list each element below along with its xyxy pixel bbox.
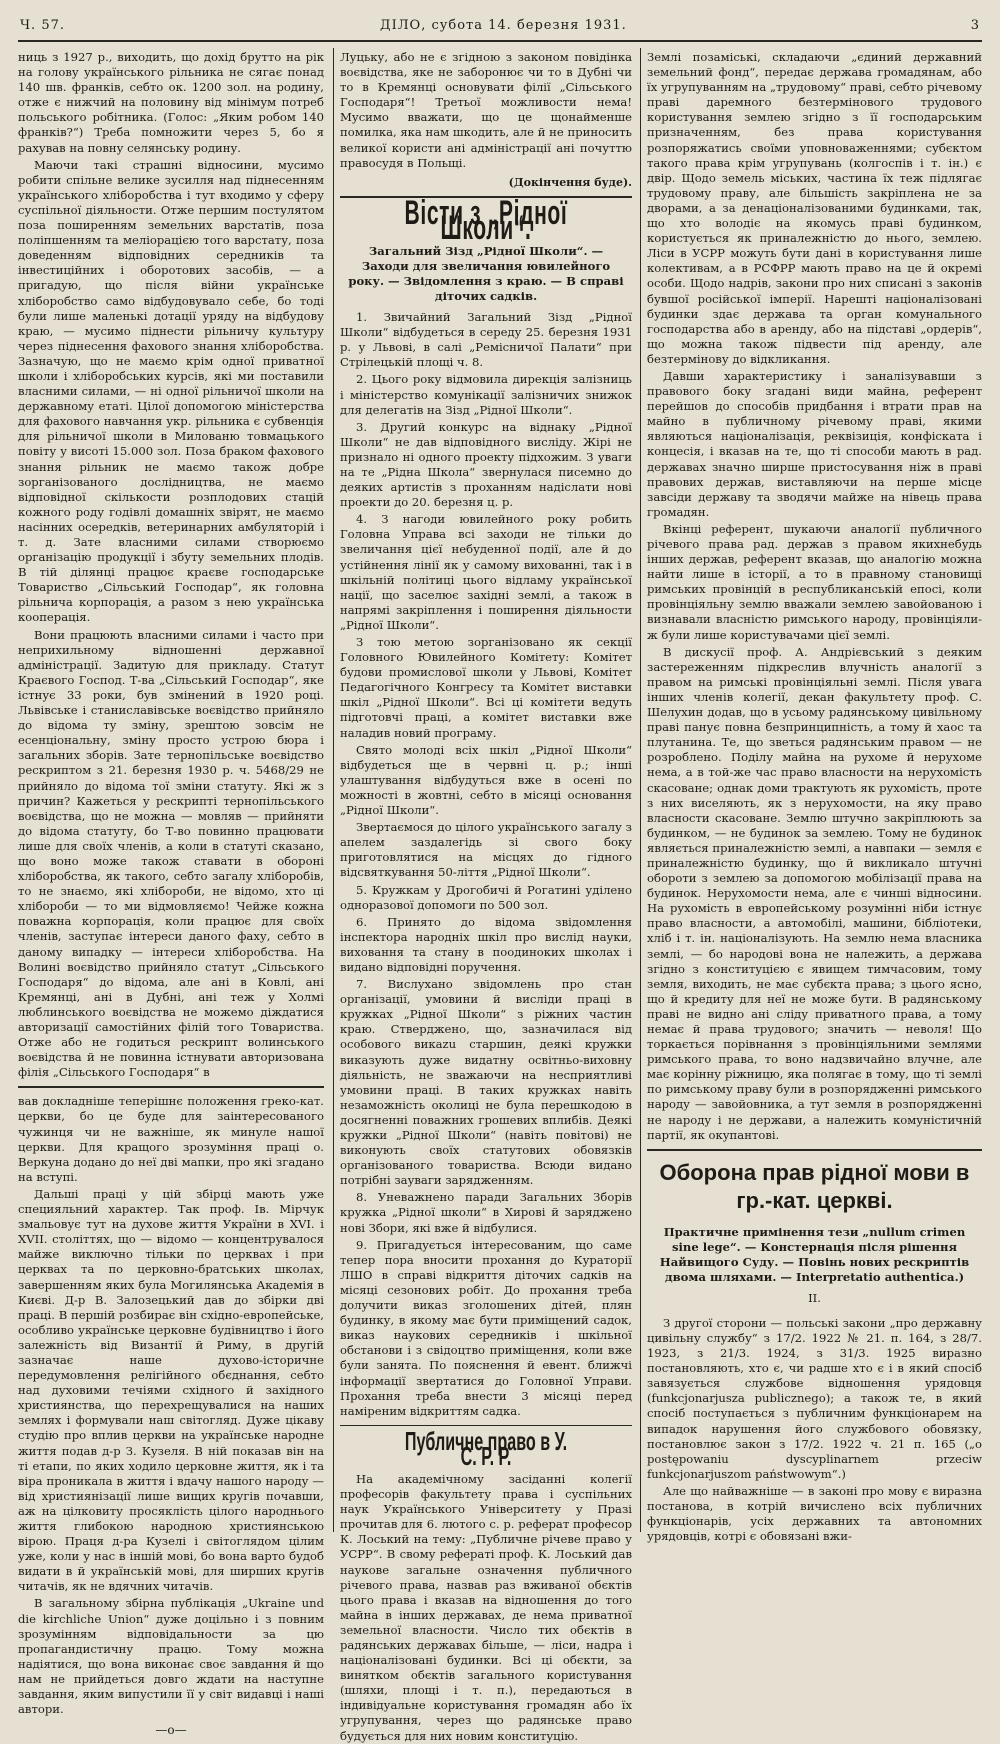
list-item: 1. Звичайний Загальний Зізд „Рідної Школи“ відбудеться в середу 25. березня 1931 р. у Львові, в салі „Ремісничої Палати“ при Стрілецькій площі ч. 8. [340,310,632,370]
ridna-shkola-subhead: Загальний Зізд „Рідної Школи“. — Заходи для звеличання ювилейного року. — Звідомлення з краю. — В справі діточих садків. [348,244,624,304]
column-1 [18,50,324,1738]
paragraph: Але що найважніше — в законі про мову є виразна постанова, в котрій вичислено всіх публичних функціонарів, усіх державних та автономних урядовців, котрі є обовязані вжи- [647,1483,982,1544]
list-item: З тою метою зорганізовано як секції Головного Ювилейного Комітету: Комітет будови промислової школи у Львові, Комітет Педагогічного Конгресу та Комітет виставки шкіл „Рідної Школи“. Всі ці комітети ведуть підготовчі праці, а комітет виставки вже наладив новий програму. [340,635,632,740]
language-rights-headline: Оборона прав рідної мови в гр.-кат. церкві. [659,1159,970,1213]
paragraph: ниць з 1927 р., виходить, що дохід брутто на рік на голову українського рільника не сягає понад 140 шв. франків, себто ок. 1200 зол. на родину, отже є нижчий на половину від мінімум потреб польського робітника. (Голос: „Яким робом 140 франків?“) Треба помножити через 5, бо я рахував на повну селянську родину. [18,50,324,155]
paragraph: Давши характеристику і заналізувавши з правового боку згадані види майна, референт перейшов до способів придбання і втрати прав на майно в публичному річевому праві, якими являються націоналізація, реквізиція, конфіската і концесія, і вказав на те, що ті способи мають в рад. державах значно ширше пристосування ніж в праві правових держав, виставляючи на перше місце завсіди державу та зводячи майже на нівець права громадян. [647,368,982,519]
continuation-note: (Докінчення буде). [508,175,632,189]
paragraph: Вкінці референт, шукаючи аналогії публичного річевого права рад. держав з правом якихнебудь інших держав, референт вказав, що аналогію можна найти лише в історії, а то в правному становищі римських провінцій в республиканській епосі, коли провінціяльну землю вважали землею завойованою і визнавали власністю римського народу, провінціяли-ж були лише користувачами цієї землі. [647,521,982,642]
paragraph: вав докладніше теперішнє положення греко-кат. церкви, бо це буде для заінтересованого чужинця чи не важніше, як минуле нашої церкви. Для кращого зрозуміння праці о. Веркуна додано до неї дві мапки, про які згадано на вступі. [18,1094,324,1184]
list-item: Свято молоді всіх шкіл „Рідної Школи“ відбудеться ще в червні ц. р.; інші улаштування відбудуться вже в осені по можності в жовтні, себто в місяці основання „Рідної Школи“. [340,742,632,818]
paragraph: Луцьку, або не є згідною з законом повідінка воєвідства, яке не заборонює чи то в Дубні чи то в Кремянці основувати філії „Сільського Господаря“! Третьої можливости нема! Мусимо вважати, що це щонайменше помилка, яка нам шкодить, але й не приносить великої користи ані адміністрації ані почуттю правосудя в Польщі. [340,50,632,170]
paragraph: Дальші праці у цій збірці мають уже специяльний характер. Так проф. Ів. Мірчук змальовує тут на духове життя України в XVI. і XVII. століттях, що — відомо — концентрувалося майже виключно тільки по церквах і при церквах та по церковно-братських школах, завершенням яких була Могилянська Академія в Києві. Д-р В. Залозецький дав до збірки дві праці. В першій розбирає він східно-европейське, особливо українське церковне будівництво і його залежність від Византії й Риму, в другій зазначає наше духово-історичне передумовлення релігійного обєднання, себто над духовими течіями східного й західного християнства, що перехрещувалися на наших землях і формували наш світогляд. Дуже цікаву студію про вплив церкви на українське народне життя подав д-р З. Кузеля. В ній показав він на ті етапи, по яких ходило церковне життя, як і та віра проникала в життя і вдачу нашого народу — від християнізації лише вищих кругів почавши, аж на цілковиту просяклість цілого народнього життя глибокою народною християнською вірою. Праця д-ра Кузелі і світоглядом цілим уже, коли у нас в іншій мові, бо вона варто будоб видати в й українській мові, для ширших кругів читачів, як не вдячних читачів. [18,1186,324,1594]
list-item: 5. Кружкам у Дрогобичі й Рогатині уділено одноразової допомоги по 500 зол. [340,882,632,912]
article-separator: —о— [155,1723,187,1738]
paragraph: В загальному збірна публікація „Ukraine und die kirchliche Union“ дуже доцільно і з повним зрозумінням відповідальности за цю пропагандистичну працю. Тому можна надіятися, що вона виконає своє завдання й що нам не прийдеться довго ждати на наступне завдання, яким випустили її у світ видавці і наші автори. [18,1596,324,1717]
paragraph: Вони працюють власними силами і часто при неприхильному відношенні державної адміністрації. Задитую для прикладу. Статут Краєвого Господ. Т-ва „Сільський Господар“, яке істнує 33 роки, був змінений в 1920 році. Львівське і станиславівське воєвідство прийняло до відома ту зміну, зрештою зовсім не есенціональну, зміну просто устрою бюра і загальних зборів. Зате тернопільське воєвідство рескриптом з 21. березня 1930 р. ч. 5468/29 не прийняло до відома тої зміни статуту. Які ж з причин? Кажеться у рескрипті тернопільського воєвідства, що не можна — мовляв — прийняти до відома статуту, бо Т-во повинно працювати лише для своїх членів, а коли в статуті сказано, що воно може також ставати в обороні хліборобства, як такого, себто загалу хліборобів, то не знаємо, які хлібороби, не відомо, хто ці хлібороби — то ми відмовляємо! Чейже кожна поважна корпорація, коли працює для своїх членів, заступає інтереси даного фаху, себто в даному випадку — інтереси хліборобства. На Волині воєвідство прийняло статут „Сільського Господаря“ до відома, але ані в Ковлі, ані Кремянці, ані в Дубні, ані теж у Холмі люблинського воєвідства не можемо діждатися авторизації самостійних філій того Товариства. Отже або не годиться рескрипт волинського воєвідства й не повинна істнувати авторизована філія „Сільського Господаря“ в [18,627,324,1080]
column-1-article [18,50,324,1080]
ridna-shkola-headline: Вісти з „Рідної Школи“. [404,193,568,247]
column-divider-2 [640,48,641,1532]
public-law-headline: Публичне право в У. С. Р. Р. [404,1425,568,1471]
page-header [20,18,980,42]
list-item: 3. Другий конкурс на віднаку „Рідної Школи“ не дав відповідного висліду. Жірі не признало ні одного проекту підхожим. З уваги на те „Рідна Школа“ звернулася писемно до деяких артистів з проханням надіслати нові проекти до 20. березня ц. р. [340,419,632,510]
list-item: Звертаємося до цілого українського загалу з апелем заздалегідь зі свого боку приготовлятися на місцях до гідного відсвяткування 50-ліття „Рідної Школи“. [340,820,632,880]
list-item: 6. Принято до відома звідомлення інспектора народніх шкіл про вислід науки, виховання та стану в поодиноких школах і видано відповідні поручення. [340,914,632,974]
paragraph: Землі позаміські, складаючи „єдиний державний земельний фонд“, передає держава громадянам, або їх угрупуванням на „трудовому“ праві, себто річевому праві даремного безтермінового трудового користування землею згідно з її господарським призначенням, без права користування розпоряжатись своїми уповноваженнями; субєктом такого права крім угрупувань (колгоспів і т. ін.) є двір. Щодо земель міських, частина їх теж підлягає трудовому праву, але більшість закріплена не за дворами, а за денаціоналізованими будинками, так, що хто володіє на якомусь праві будинком, користується як приналежністю до нього, землею. Ліси в УСРР можуть бути дані в користування лише колективам, а в РСФРР мають право на це й окремі особи. Щодо надрів, закони про них списані з законів бувшої російської імперії. Нарешті націоналізовані будинки здає держава та орган комунального господарства або в аренду, або на підставі „ордерів“, що можна також підвести під аренду, але безтермінову до відкликання. [647,50,982,366]
paragraph: На академічному засіданні колегії професорів факультету права і суспільних наук Українського Університету у Празі прочитав для 6. лютого с. р. реферат професор К. Лоський на тему: „Публичне річеве право у УСРР“. В свому рефераті проф. К. Лоський дав наукове загальне означення публичного річевого права, назвав раз вживаної обєктів цього права і вказав на відношення до того майна в інших державах, де нема приватної земельної власности. Число тих обєктів в радянських державах більше, — ліси, надра і націоналізовані будинки. Всі ці обєкти, за винятком обєктів загального користування (шляхи, площі і т. п.), передаються в індивідуальне користування громадян або їх угрупування, через що радянське право будується для них новим конституцію. [340,1471,632,1743]
column-2 [340,50,632,1743]
list-item: 9. Пригадується інтересованим, що саме тепер пора вносити прохання до Кураторії ЛШО в справі відкриття діточих садків на місяці сезонових робіт. До прохання треба долучити виказ зголошених дітей, плян будинку, в якому має бути приміщений садок, виказ наукових середників і шкільної обстанови і з свідоцтво приміщення, коли вже були занята. По пояснення й евент. ближчі інформації звертатися до Головної Управи. Прохання треба внести 3 місяці перед наміреним відкриттям садка. [340,1237,632,1418]
language-rights-subhead: Практичне примінення тези „nullum crimen sine lege“. — Констернація після рішення Найвищого Суду. — Повінь нових рескриптів двома шляхами. — Interpretatio authentica.) [659,1224,970,1284]
list-item: 7. Вислухано звідомлень про стан організації, умовини й висліди праці в кружках „Рідної Школи“ з ріжних частин краю. Стверджено, що, зазначилася від особового викazu старшин, деякі кружки виказують дуже видатну освітньо-виховну діяльність, не зважаючи на несприятливі умовини праці. В таких кружках навіть незаможність околиці не була перешкодою в досягненні поважних грошевих вплибів. Деякі кружки „Рідної Школи“ (навіть повітові) не виконують своїх статутових обовязків організованого товариства. Всюди видано потрібні зауваги зарядженням. [340,977,632,1188]
header-rule [18,40,982,42]
part-number: II. [808,1290,821,1305]
column-divider-1 [333,48,334,1532]
review-article [18,1094,324,1738]
column-3 [647,50,982,1544]
list-item: 2. Цього року відмовила дирекція залізниць і міністерство комунікації залізничих знижок для делегатів на Зізд „Рідної Школи“. [340,372,632,417]
page-number: 3 [970,18,980,33]
paragraph: Маючи такі страшні відносини, мусимо робити спільне велике зусилля над піднесенням українського хліборобства і тут входимо у сферу суспільної діяльности. Отже першим постулятом поза поширенням земельних варстатів, поза поліпшенням та меліорацією того варстату, поза доведенням відповідних середників та інвестиційних і оборотових засобів, — а пригадую, що після війни українське хліборобство само відбудовувало себе, бо тоді були лише маленькі дотації уряду на відбудову краю, — мусимо піднести рільничу культуру через піднесення фахового знання хліборобства. Зазначую, що не маємо крім одної приватної школи і хліборобських курсів, які ми поставили власними силами, — ні одної рільничої школи на державному етаті. Цілої допомогою міністерства для фахового навчання укр. рільника є субвенція для рільничої школи в Милованю товмацького повіту у висоті 15.000 зол. Поза браком фахового знання рільник не маємо також добре зорганізованого дослідництва, не маємо відповідної скількости розплодових стацій кожного роду годівлі домашніх звірят, не маємо насінних осередків, ветеринарних амбуляторій і т. д. Зате власними силами створюємо організацію продукції і збуту земельних плодів. В тій ділянці працює краєве господарське Товариство „Сільський Господар“, як головна рільнича корпорація, а разом з нею українська кооперація. [18,157,324,625]
masthead-date: ДІЛО, субота 14. березня 1931. [380,18,627,33]
list-item: 4. З нагоди ювилейного року робить Головна Управа всі заходи не тільки до звеличання цієї небуденної події, але й до устійнення лінії як у самому вихованні, так і в шкільній політиці цього відламу української нації, що заселює західні землі, а також в напрямі закріплення і поширення діяльности „Рідної Школи“. [340,512,632,632]
section-rule [18,1086,324,1088]
list-item: 8. Уневажнено паради Загальних Зборів кружка „Рідної школи“ в Хирові й заряджено нові Збори, які вже й відбулися. [340,1190,632,1235]
paragraph: З другої сторони — польські закони „про державну цивільну службу“ з 17/2. 1922 № 21. п. 164, з 28/7. 1923, з 21/3. 1924, з 31/3. 1925 виразно постановляють, хто є, чи радше хто є і в який спосіб завязується службове відношення урядовця (funkcjonarjusza publicznego); а також те, в який спосіб поступається з публичним функціонарем на випадок нарушення його службового обовязку, постановлює закон з 17/2. 1922 ч. 21 п. 165 („o postępowaniu dyscyplinarnem przeciw funkcjonarjuszom państwowym“.) [647,1315,982,1481]
section-rule [647,1149,982,1151]
paragraph: В дискусії проф. А. Андрієвський з деяким застереженням підкреслив влучність аналогії з правом на римські провінціяльні землі. Після увага інших членів колегії, декан факультету проф. С. Шелухин додав, що в усьому радянському цивільному праві панує повна безпринципність, а тому й хаос та плутанина. Те, що зветься радянським правом — не розроблено. Поділу майна на рухоме й нерухоме нема, а в той-же час право власности на нерухомість скасоване; однак доми трактують як рухомість, проте з них виселяють, як з нерухомости, на яку право власности скасоване. Землю штучно закріплюють за будинком, — не будинок за землею. Тому не будинок являється приналежністю землі, а навпаки — земля є приналежністю будинку, що й викликало штучні обороти з землею за допомогою мобілізації права на будинок. Нерухомости нема, але є чинші відносини. На рухомість в европейському розумінні ніби істнує право власности, а автомобілі, машини, бібліотеки, хліб і т. ін. націоналізують. На землю нема власника землі, — бо народові вона не належить, а держава згідно з конституцією є явищем тимчасовим, тому земля, виходить, не має субєкта права; з цього ясно, що й кредиту для неї не може бути. В радянському праві не видно ані сліду приватного права, а тому немає й права трудового; значить — неволя! Що торкається порівнання з провінціяльними землями римського права, то воно надзвичайно влучне, але має корінну ріжницю, яка полягає в тому, що ті землі по римському праву були в розпорядженні римського народу — завойовника, а тут земля в розпорядженні не народу і не держави, а належить комуністичній партії, як окупантові. [647,644,982,1142]
issue-number: Ч. 57. [20,18,65,33]
